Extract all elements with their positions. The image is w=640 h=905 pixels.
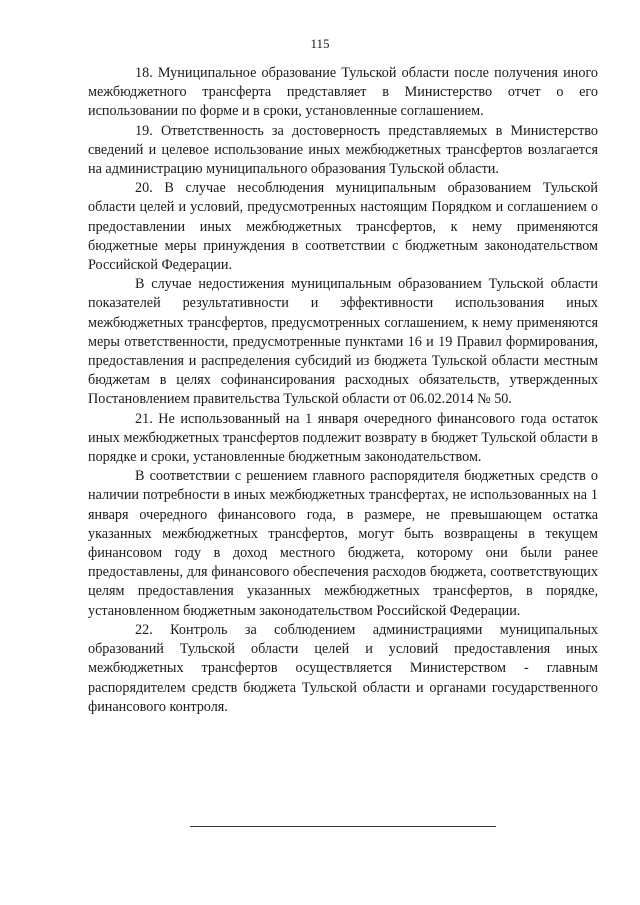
document-body — [88, 64, 598, 717]
paragraph-21: 21. Не использованный на 1 января очередного финансового года остаток иных межбюджетных трансфертов подлежит возврату в бюджет Тульской области в порядке и сроки, установленные бюджетным законодательством. — [88, 410, 598, 466]
paragraph-20: 20. В случае несоблюдения муниципальным образованием Тульской области целей и условий, предусмотренных настоящим Порядком и соглашением о предоставлении иных межбюджетных трансфертов, к нему применяются бюджетные меры принуждения в соответствии с бюджетным законодательством Российской Федерации. — [88, 180, 598, 274]
paragraph-22: 22. Контроль за соблюдением администрациями муниципальных образований Тульской области целей и условий предоставления иных межбюджетных трансфертов осуществляется Министерством - главным распорядителем средств бюджета Тульской области и органами государственного финансового контроля. — [88, 621, 598, 715]
page-number: 115 — [310, 36, 330, 51]
paragraph-19: 19. Ответственность за достоверность представляемых в Министерство сведений и целевое использование иных межбюджетных трансфертов возлагается на администрацию муниципального образования Тульской области. — [88, 122, 598, 178]
paragraph-20-continued: В случае недостижения муниципальным образованием Тульской области показателей результативности и эффективности использования иных межбюджетных трансфертов, предусмотренных соглашением, к нему применяются меры ответственности, предусмотренные пунктами 16 и 19 Правил формирования, предоставления и распределения субсидий из бюджета Тульской области местным бюджетам в целях софинансирования расходных обязательств, утвержденных Постановлением правительства Тульской области от 06.02.2014 № 50. — [88, 276, 598, 408]
end-divider-line — [190, 826, 496, 827]
paragraph-18: 18. Муниципальное образование Тульской области после получения иного межбюджетного трансферта представляет в Министерство отчет о его использовании по форме и в сроки, установленные соглашением. — [88, 65, 598, 120]
paragraph-21-continued: В соответствии с решением главного распорядителя бюджетных средств о наличии потребности в иных межбюджетных трансфертах, не использованных на 1 января очередного финансового года, в размере, не превышающем остатка указанных межбюджетных трансфертов, могут быть возвращены в текущем финансовом году в доход местного бюджета, которому они были ранее предоставлены, для финансового обеспечения расходов бюджета, соответствующих целям предоставления указанных межбюджетных трансфертов, в порядке, установленном бюджетным законодательством Российской Федерации. — [88, 468, 598, 619]
